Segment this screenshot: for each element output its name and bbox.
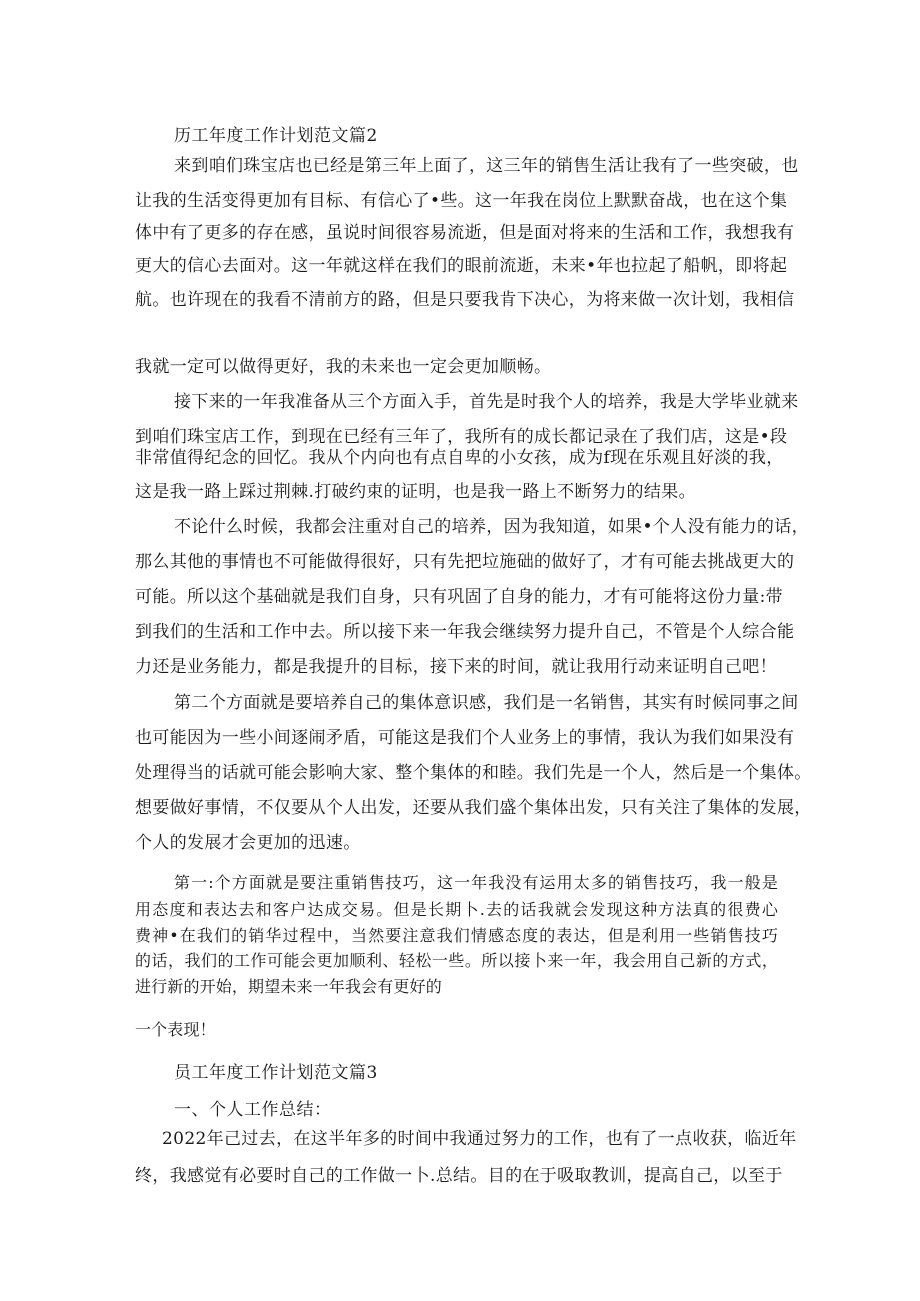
- paragraph-line: 不论什么时候，我都会注重对自己的培养，因为我知道，如果•个人没有能力的话，: [174, 517, 809, 537]
- paragraph-line: 力还是业务能力，都是我提升的目标，接下来的时间，就让我用行动来证明自己吧！: [135, 657, 777, 677]
- paragraph-line: 终，我感觉有必要时自己的工作做一卜.总结。目的在于吸取教训，提高自己，以至于: [135, 1166, 783, 1186]
- paragraph-line: 第二个方面就是要培养自己的集体意识感，我们是一名销售，其实有时候同事之间: [174, 693, 799, 713]
- paragraph-line: 更大的信心去面对。这一年就这样在我们的眼前流逝，未来•年也拉起了船帆，即将起: [135, 256, 788, 276]
- paragraph-line: 进行新的开始，期望未来一年我会有更好的: [135, 977, 442, 996]
- paragraph-line: 可能。所以这个基础就是我们自身，只有巩固了自身的能力，才有可能将这份力量:带: [135, 587, 784, 607]
- paragraph-line: 处理得当的话就可能会影响大家、整个集体的和睦。我们先是一个人，然后是一个集体。: [135, 763, 812, 783]
- paragraph-line: 第一:个方面就是要注重销售技巧，这一年我没有运用太多的销售技巧，我一般是: [174, 873, 778, 892]
- paragraph-line: 的话，我们的工作可能会更加顺利、轻松一些。所以接卜来一年，我会用自己新的方式，: [135, 951, 778, 970]
- paragraph-line: 那么其他的事情也不可能做得很好，只有先把垃施础的做好了，才有可能去挑战更大的: [135, 552, 795, 572]
- paragraph-line: 到咱们珠宝店工作，到现在已经有三年了，我所有的成长都记录在了我们店，这是•段: [135, 427, 788, 447]
- section-heading: 历工年度工作计划范文篇2: [174, 126, 378, 146]
- paragraph-line: 这是我一路上踩过荆棘.打破约束的证明，也是我一路上不断努力的结果。: [135, 482, 696, 502]
- paragraph-line: 一个表现！: [135, 1020, 216, 1039]
- paragraph-line: 到我们的生活和工作中去。所以接下来一年我会继续努力提升自己，不管是个人综合能: [135, 622, 795, 642]
- paragraph-line: 我就一定可以做得更好，我的未来也一定会更加顺畅。: [135, 357, 552, 377]
- paragraph-line: 让我的生活变得更加有目标、有信心了•些。这一年我在岗位上默默奋战，也在这个集: [135, 191, 788, 211]
- paragraph-line: 费神•在我们的销华过程中，当然要注意我们情感态度的表达，但是利用一些销售技巧: [135, 926, 778, 945]
- paragraph-line: 体中有了更多的存在感，虽说时间很容易流逝，但是面对将来的生活和工作，我想我有: [135, 223, 795, 243]
- paragraph-line: 来到咱们珠宝店也已经是第三年上面了，这三年的销售生活让我有了一些突破，也: [174, 156, 799, 176]
- paragraph-line: 航。也许现在的我看不清前方的路，但是只要我肯下决心，为将来做一次计划，我相信: [135, 290, 795, 310]
- paragraph-line: 个人的发展才会更加的迅速。: [135, 833, 361, 853]
- paragraph-line: 接下来的一年我准备从三个方面入手，首先是时我个人的培养，我是大学毕业就来: [174, 392, 799, 412]
- paragraph-line: 2022年己过去，在这半年多的时间中我通过努力的工作，也有了一点收获，临近年: [162, 1129, 797, 1149]
- section-subheading: 一、个人工作总结：: [174, 1100, 332, 1120]
- paragraph-line: 非常值得纪念的回忆。我从个内向也有点自卑的小女孩，成为f现在乐观且好淡的我，: [135, 448, 784, 468]
- section-heading: 员工年度工作计划范文篇3: [174, 1063, 378, 1083]
- paragraph-line: 也可能因为一些小间逐闹矛盾，可能这是我们个人业务上的事情，我认为我们如果没有: [135, 728, 795, 748]
- paragraph-line: 用态度和表达去和客户达成交易。但是长期卜.去的话我就会发现这种方法真的很费心: [135, 900, 778, 919]
- paragraph-line: 想要做好事情，不仅要从个人出发，还要从我们盛个集体出发，只有关注了集体的发展，: [135, 798, 812, 818]
